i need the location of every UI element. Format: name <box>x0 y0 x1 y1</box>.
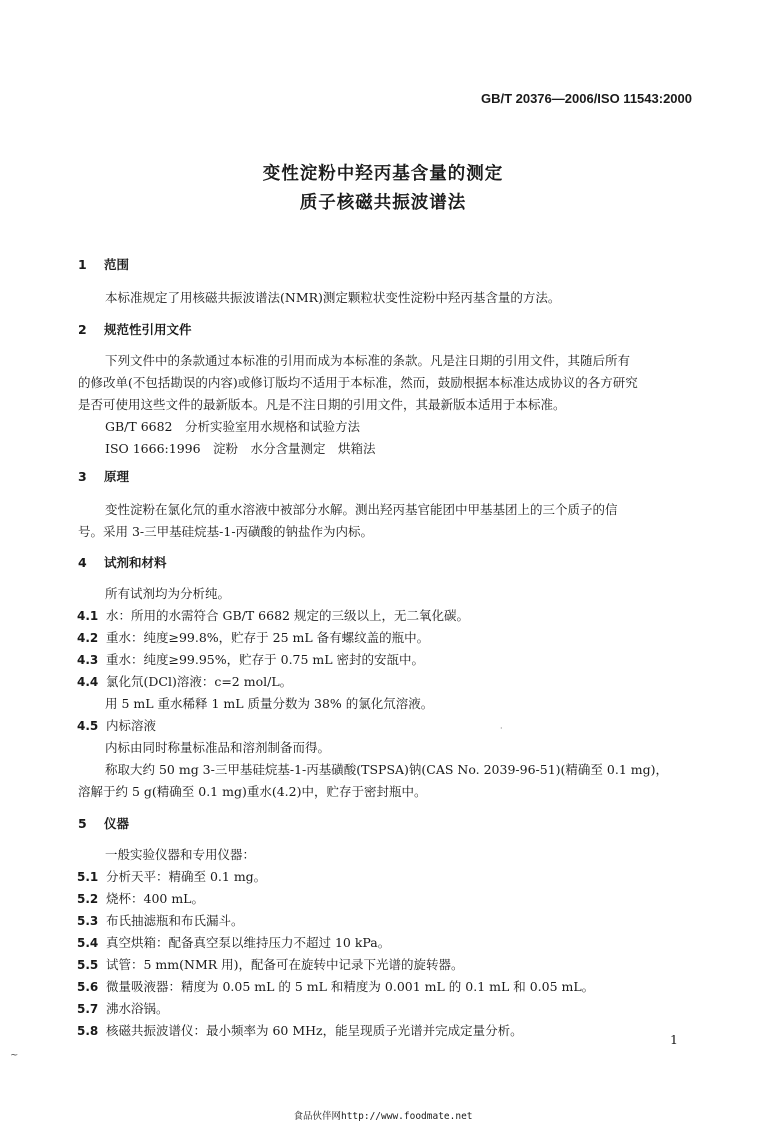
clause-5-5 <box>77 955 464 973</box>
scan-mark: ~ <box>10 1050 19 1061</box>
page-number: 1 <box>670 1032 678 1047</box>
section-title: 原理 <box>104 469 130 484</box>
clause-number: 5.3 <box>77 914 99 928</box>
clause-text: 布氏抽滤瓶和布氏漏斗。 <box>106 913 244 928</box>
clause-text: 水：所用的水需符合 GB/T 6682 规定的三级以上，无二氧化碳。 <box>106 608 469 623</box>
section-1-heading <box>78 255 129 273</box>
section-2-paragraph-line-3: 是否可使用这些文件的最新版本。凡是不注日期的引用文件，其最新版本适用于本标准。 <box>78 397 566 412</box>
section-2-paragraph-line-1: 下列文件中的条款通过本标准的引用而成为本标准的条款。凡是注日期的引用文件，其随后所有 <box>105 353 631 368</box>
section-number: 5 <box>78 816 87 831</box>
clause-number: 5.6 <box>77 980 99 994</box>
clause-4-5-paragraph-2-line-2: 溶解于约 5 g(精确至 0.1 mg)重水(4.2)中，贮存于密封瓶中。 <box>78 784 427 799</box>
clause-text: 重水：纯度≥99.95%，贮存于 0.75 mL 密封的安瓿中。 <box>106 652 425 667</box>
clause-number: 5.8 <box>77 1024 99 1038</box>
clause-number: 4.2 <box>77 631 99 645</box>
clause-number: 5.7 <box>77 1002 99 1016</box>
clause-number: 5.1 <box>77 870 99 884</box>
section-4-heading <box>78 553 167 571</box>
section-5-intro: 一般实验仪器和专用仪器： <box>105 847 256 862</box>
clause-5-6 <box>77 977 594 995</box>
reference-iso-1666: ISO 1666:1996 淀粉 水分含量测定 烘箱法 <box>105 441 376 456</box>
section-3-heading <box>78 467 129 485</box>
clause-text: 核磁共振波谱仪：最小频率为 60 MHz，能呈现质子光谱并完成定量分析。 <box>106 1023 523 1038</box>
clause-4-5 <box>77 716 156 734</box>
footer-watermark: 食品伙伴网http://www.foodmate.net <box>293 1111 473 1122</box>
section-title: 试剂和材料 <box>104 555 167 570</box>
clause-number: 4.1 <box>77 609 99 623</box>
clause-4-2 <box>77 628 429 646</box>
clause-text: 真空烘箱：配备真空泵以维持压力不超过 10 kPa。 <box>106 935 391 950</box>
clause-5-2 <box>77 889 204 907</box>
clause-text: 分析天平：精确至 0.1 mg。 <box>106 869 267 884</box>
section-3-paragraph-line-1: 变性淀粉在氯化氘的重水溶液中被部分水解。测出羟丙基官能团中甲基基团上的三个质子的信 <box>105 502 618 517</box>
reference-gb-t-6682: GB/T 6682 分析实验室用水规格和试验方法 <box>105 419 361 434</box>
clause-5-1 <box>77 867 266 885</box>
section-title: 范围 <box>104 257 130 272</box>
clause-4-5-paragraph-2-line-1: 称取大约 50 mg 3-三甲基硅烷基-1-丙基磺酸(TSPSA)钠(CAS No. 2039-96-51)(精确至 0.1 mg)， <box>105 762 668 777</box>
section-1-paragraph: 本标准规定了用核磁共振波谱法(NMR)测定颗粒状变性淀粉中羟丙基含量的方法。 <box>105 290 561 305</box>
clause-text: 沸水浴锅。 <box>106 1001 169 1016</box>
clause-number: 4.4 <box>77 675 99 689</box>
clause-4-3 <box>77 650 424 668</box>
document-title-line-2: 质子核磁共振波谱法 <box>299 193 467 213</box>
scan-speck: · <box>500 724 503 733</box>
clause-number: 5.5 <box>77 958 99 972</box>
clause-text: 试管：5 mm(NMR 用)，配备可在旋转中记录下光谱的旋转器。 <box>106 957 464 972</box>
section-number: 2 <box>78 322 87 337</box>
document-title-line-1: 变性淀粉中羟丙基含量的测定 <box>262 164 504 184</box>
section-5-heading <box>78 814 129 832</box>
clause-5-4 <box>77 933 390 951</box>
clause-number: 4.3 <box>77 653 99 667</box>
standard-number: GB/T 20376—2006/ISO 11543:2000 <box>480 91 692 106</box>
section-2-heading <box>78 320 192 338</box>
clause-text: 烧杯：400 mL。 <box>106 891 204 906</box>
section-number: 1 <box>78 257 87 272</box>
clause-5-7 <box>77 999 169 1017</box>
clause-number: 5.2 <box>77 892 99 906</box>
clause-text: 重水：纯度≥99.8%，贮存于 25 mL 备有螺纹盖的瓶中。 <box>106 630 430 645</box>
section-2-paragraph-line-2: 的修改单(不包括勘误的内容)或修订版均不适用于本标准，然而，鼓励根据本标准达成协议的各方研究 <box>78 375 638 390</box>
clause-text: 氯化氘(DCl)溶液：c=2 mol/L。 <box>106 674 293 689</box>
section-title: 仪器 <box>104 816 130 831</box>
clause-4-4 <box>77 672 292 690</box>
clause-5-3 <box>77 911 244 929</box>
section-number: 3 <box>78 469 87 484</box>
section-title: 规范性引用文件 <box>104 322 192 337</box>
clause-text: 内标溶液 <box>106 718 157 733</box>
clause-number: 4.5 <box>77 719 99 733</box>
section-3-paragraph-line-2: 号。采用 3-三甲基硅烷基-1-丙磺酸的钠盐作为内标。 <box>78 524 374 539</box>
section-4-intro: 所有试剂均为分析纯。 <box>105 586 231 601</box>
clause-number: 5.4 <box>77 936 99 950</box>
clause-4-4-detail: 用 5 mL 重水稀释 1 mL 质量分数为 38% 的氯化氘溶液。 <box>105 696 434 711</box>
clause-text: 微量吸液器：精度为 0.05 mL 的 5 mL 和精度为 0.001 mL 的 0.1 mL 和 0.05 mL。 <box>106 979 595 994</box>
clause-5-8 <box>77 1021 523 1039</box>
section-number: 4 <box>78 555 87 570</box>
clause-4-1 <box>77 606 469 624</box>
clause-4-5-paragraph-1: 内标由同时称量标准品和溶剂制备而得。 <box>105 740 331 755</box>
